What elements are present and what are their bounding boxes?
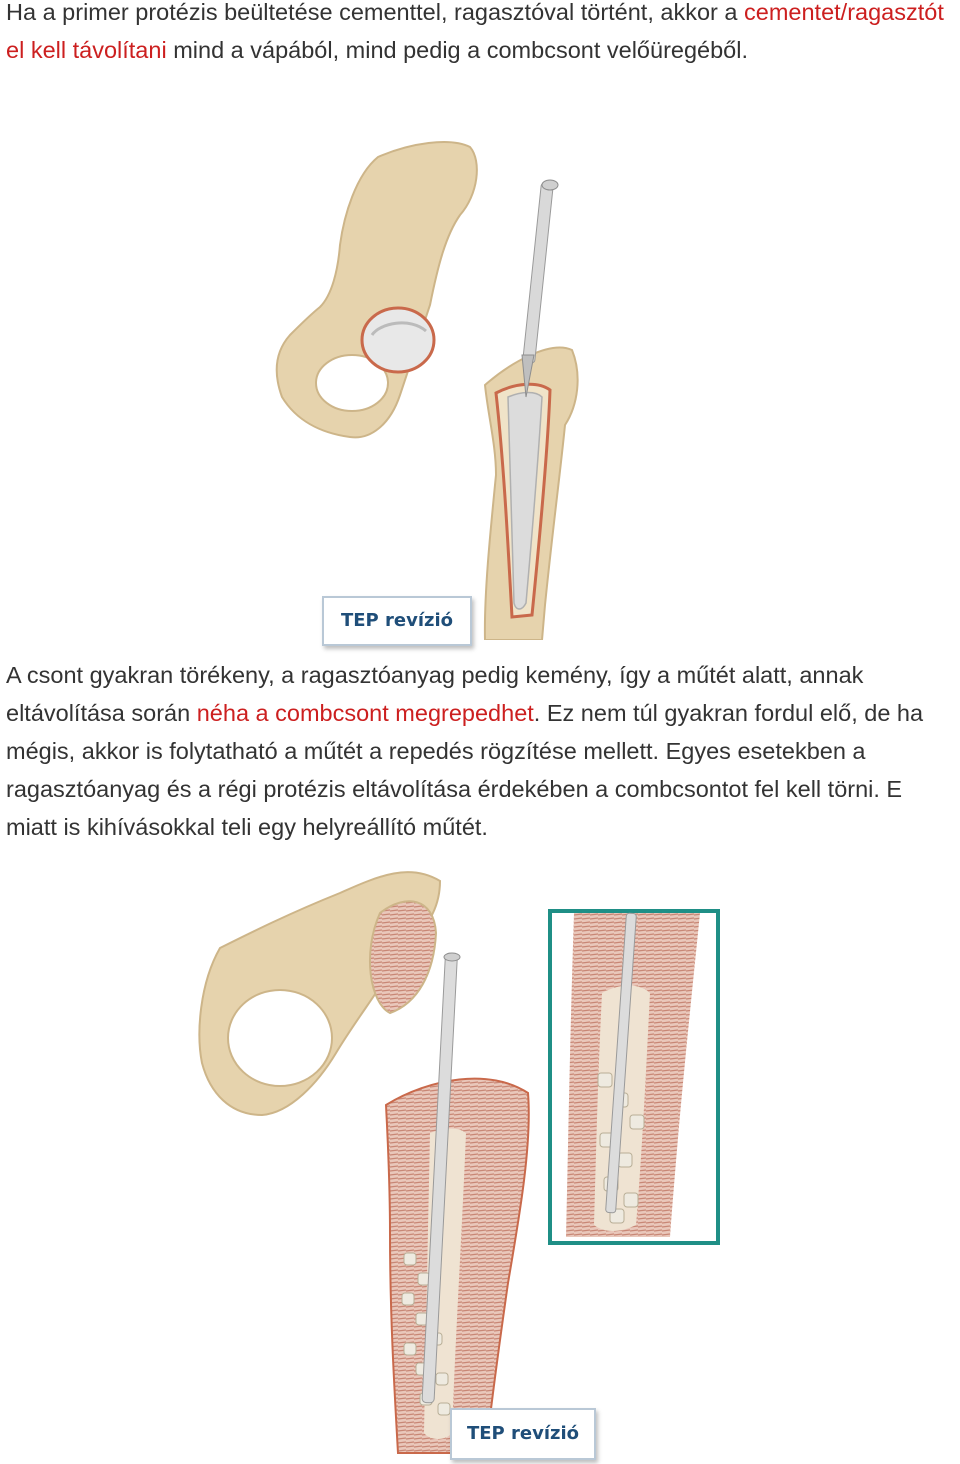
tep-revision-badge-2: TEP revízió (450, 1408, 596, 1460)
tep-revision-badge: TEP revízió (322, 596, 472, 646)
intro-text-1: Ha a primer protézis beültetése cementtel, ragasztóval történt, akkor a (6, 0, 744, 25)
removal-tool-tip (444, 953, 460, 961)
removal-tool-handle (542, 180, 558, 190)
acetabulum-cup (362, 308, 434, 372)
hip-revision-illustration-1 (260, 135, 600, 640)
fracture-highlight: néha a combcsont megrepedhet (196, 700, 534, 726)
fracture-text-2: . Ez nem túl gyakran fordul elő, de ha mégis, akkor is folytatható a műtét a repedés rögzítése mellett. Egyes esetekben a ragasztóanyag és a régi protézis eltávolítása érdekében a combcsontot fel kell törni. E miatt is kihívásokkal teli egy helyreállító műtét. (6, 700, 924, 840)
fracture-text-1: A csont gyakran törékeny, a ragasztóanyag pedig kemény, így a műtét alatt, annak eltávolítása során (6, 662, 864, 726)
intro-highlight: cementet/ragasztót el kell távolítani (6, 0, 944, 63)
acetabulum-tissue (370, 901, 436, 1013)
fracture-paragraph (6, 656, 958, 846)
obturator-foramen (228, 990, 332, 1086)
hip-revision-illustration-2 (190, 853, 730, 1464)
intro-text-2: mind a vápából, mind pedig a combcsont velőüregéből. (166, 37, 748, 63)
removal-tool-shaft (523, 183, 554, 363)
intro-paragraph (6, 0, 958, 69)
